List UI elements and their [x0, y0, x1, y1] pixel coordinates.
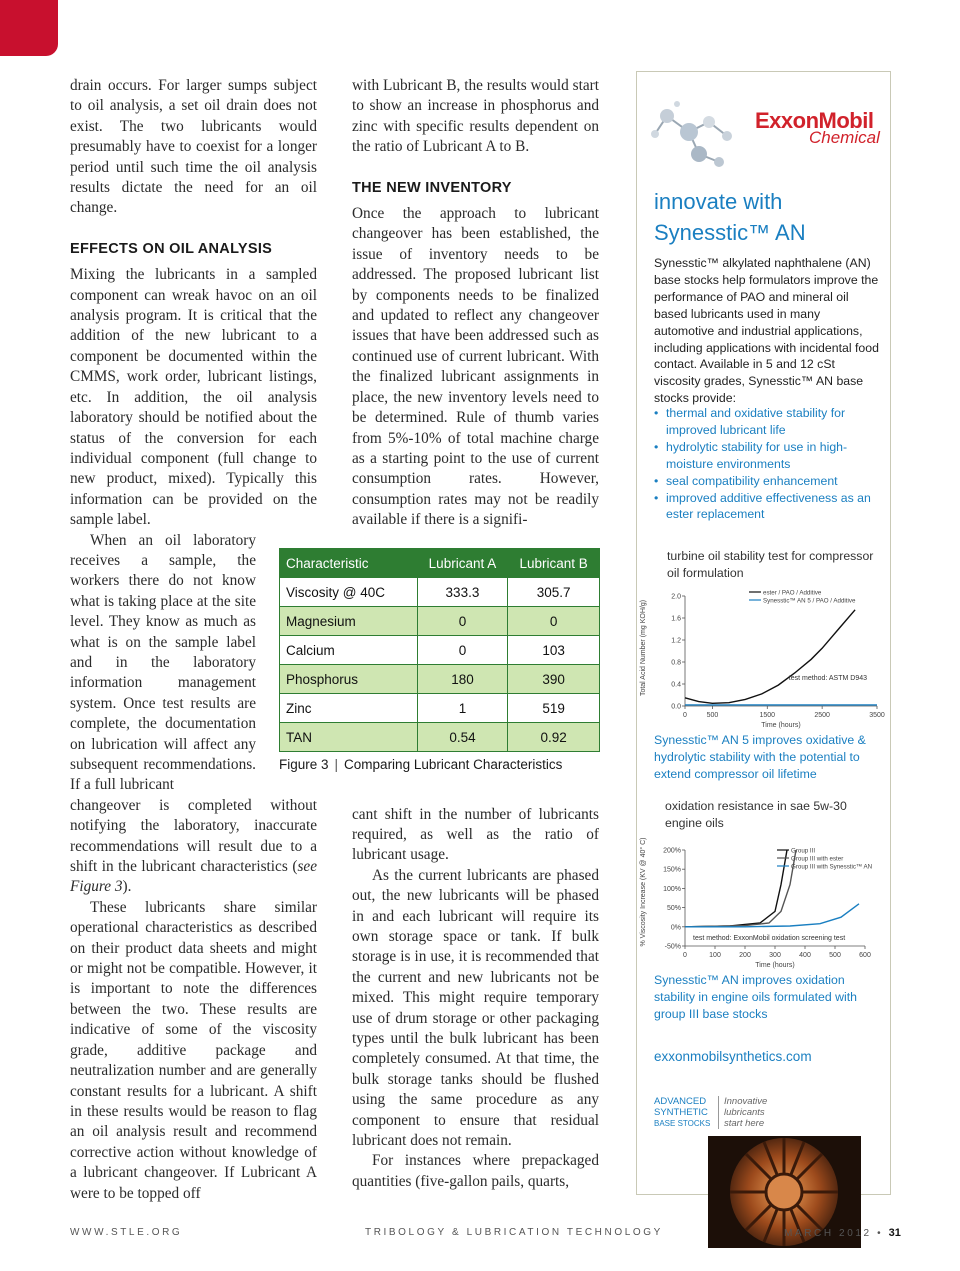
table-cell: Calcium: [280, 636, 418, 665]
paragraph: drain occurs. For larger sumps subject to oil analysis, a set oil drain does not exist. The two lubricants would presumably have to coexist for a longer period until such time the oil analysis results dictate the need for an oil change.: [70, 77, 317, 217]
paragraph: changeover is completed without notifying the laboratory, inaccurate recommendations will result due to a shift in the lubricant characteristics (see Figure 3).: [70, 796, 317, 896]
figure-label: Figure 3: [279, 757, 329, 772]
column-header: Characteristic: [280, 549, 418, 578]
paragraph: For instances where prepackaged quantities (five-gallon pails, quarts,: [352, 1152, 599, 1190]
paragraph: When an oil laboratory receives a sample, the workers there do not know what is taking place at the site level. They know as much as what is on the sample label and in the laboratory information management system. Once test results are complete, the documentation on lubrication will affect any subsequent recommendations. If a full lubricant: [70, 531, 256, 794]
column-header: Lubricant B: [508, 549, 600, 578]
column-header: Lubricant A: [417, 549, 508, 578]
chart-annotation: test method: ExxonMobil oxidation screening test: [693, 935, 846, 942]
figure-reference[interactable]: see Figure 3: [70, 858, 317, 896]
footer-date-page: MARCH 2012 • 31: [784, 1227, 901, 1239]
legend-label: ester / PAO / Additive: [763, 589, 822, 597]
legend-label: Synesstic™ AN 5 / PAO / Additive: [763, 597, 856, 605]
y-tick-label: 0%: [670, 924, 681, 932]
footer-website: WWW.STLE.ORG: [70, 1227, 183, 1238]
x-tick-label: 0: [683, 952, 687, 959]
series-line: [685, 904, 859, 927]
figure-3-table: [279, 548, 600, 752]
molecule-icon: [647, 96, 742, 176]
legend-label: Group III with ester: [791, 855, 844, 863]
lubricant-comparison-table: [279, 548, 600, 752]
table-cell: 305.7: [508, 578, 600, 607]
table-row: [280, 665, 600, 694]
y-tick-label: 0.0: [671, 703, 681, 711]
table-cell: 0.54: [417, 723, 508, 752]
y-tick-label: 150%: [663, 866, 681, 874]
series-line: [685, 610, 855, 704]
turbine-oil-chart: [637, 584, 889, 730]
table-cell: Viscosity @ 40C: [280, 578, 418, 607]
table-cell: Phosphorus: [280, 665, 418, 694]
x-axis-label: Time (hours): [761, 722, 801, 729]
paragraph: Mixing the lubricants in a sampled component can wreak havoc on an oil analysis program. It is critical that the addition of the new lubricant to a component be documented within the CMMS, work order, lubricant listings, etc. In addition, the oil analysis laboratory should be notified about the status of the conversion for each individual component (full change to new product, mixed). Typically this information can be provided on the sample label.: [70, 266, 317, 529]
table-cell: 390: [508, 665, 600, 694]
chart1-caption: Synesstic™ AN 5 improves oxidative & hydrolytic stability with the potential to extend compressor oil lifetime: [654, 733, 866, 781]
x-tick-label: 1500: [759, 712, 776, 719]
figure-title: Comparing Lubricant Characteristics: [344, 757, 563, 772]
x-tick-label: 3500: [869, 712, 885, 719]
chart2-title: oxidation resistance in sae 5w-30 engine oils: [665, 799, 847, 830]
series-line: [685, 850, 796, 927]
x-tick-label: 400: [799, 952, 811, 959]
exxonmobil-logo: ExxonMobil: [755, 108, 874, 133]
paragraph: cant shift in the number of lubricants required, as well as the ratio of lubricant usage.: [352, 805, 599, 864]
y-tick-label: 2.0: [671, 593, 681, 601]
oxidation-resistance-chart: [637, 832, 889, 970]
section-heading-inventory: THE NEW INVENTORY: [352, 179, 512, 196]
y-tick-label: 1.6: [671, 615, 681, 623]
x-tick-label: 100: [709, 952, 721, 959]
table-cell: 0: [508, 607, 600, 636]
y-tick-label: 1.2: [671, 637, 681, 645]
list-item: • seal compatibility enhancement: [654, 473, 882, 490]
x-tick-label: 500: [706, 712, 719, 719]
paragraph: Once the approach to lubricant changeover has been established, the issue of inventory needs to be addressed. The proposed lubricant list by components needs to be finalized and updated to reflect any changeover issues that have been addressed such as continued use of current lubricant. With the finalized lubricant assignments in place, the new inventory levels need to be determined. Rule of thumb varies from 5%-10% of total machine charge as a starting point to the use of current consumption rates. However, consumption rates may not be readily available if there is a signifi-: [352, 205, 599, 529]
paragraph: As the current lubricants are phased out, the new lubricants will be phased in and each lubricant will require its own storage space or tank. If bulk storage is in use, it is recommended that the current and new lubricants not be mixed. This might require temporary use of drum storage or other packaging types until the bulk lubricant has been completely consumed. At that time, the bulk storage tanks should be flushed using the same procedure as any component to ensure that residual lubricant does not remain.: [352, 866, 599, 1150]
y-tick-label: 200%: [663, 847, 681, 855]
paragraph: These lubricants share similar operational characteristics as described on their product data sheets and might or might not be compatible. However, it is important to note the differences between the two. These results are indicative of some of the viscosity grade, additive package and neutralization number and are generally constant results for a lubricant. A shift in these results would be reason to flag an oil analysis result and recommend corrective action without knowledge of a lubricant changeover. If Lubricant A were to be topped off: [70, 898, 317, 1202]
x-tick-label: 2500: [814, 712, 830, 719]
figure-caption: Figure 3 | Comparing Lubricant Characteristics: [279, 757, 563, 772]
exxonmobil-advertisement[interactable]: [636, 71, 891, 1195]
list-item: • thermal and oxidative stability for improved lubricant life: [654, 405, 882, 439]
y-tick-label: 0.4: [671, 681, 681, 689]
table-cell: 0.92: [508, 723, 600, 752]
x-tick-label: 200: [739, 952, 751, 959]
y-axis-label: Total Acid Number (mg KOH/g): [640, 599, 647, 697]
table-row: [280, 636, 600, 665]
y-axis-label: % Viscosity Increase (KV @ 40° C): [640, 837, 647, 947]
advanced-synthetic-tagline: ADVANCED SYNTHETIC BASE STOCKS Innovative lubricants start here: [654, 1096, 768, 1129]
table-cell: 0: [417, 636, 508, 665]
y-tick-label: 100%: [663, 885, 681, 893]
table-row: [280, 578, 600, 607]
table-cell: Magnesium: [280, 607, 418, 636]
ad-headline: innovate with Synesstic™ AN: [654, 189, 806, 245]
table-row: [280, 607, 600, 636]
table-cell: TAN: [280, 723, 418, 752]
legend-label: Group III with Synesstic™ AN: [791, 863, 873, 871]
section-heading-effects: EFFECTS ON OIL ANALYSIS: [70, 240, 273, 257]
x-tick-label: 300: [769, 952, 781, 959]
y-tick-label: 0.8: [671, 659, 681, 667]
table-cell: 333.3: [417, 578, 508, 607]
website-link[interactable]: exxonmobilsynthetics.com: [654, 1049, 812, 1064]
x-tick-label: 500: [829, 952, 841, 959]
chart1-title: turbine oil stability test for compressor oil formulation: [667, 549, 874, 580]
legend-label: Group III: [791, 847, 816, 855]
table-header-row: [280, 549, 600, 578]
table-cell: 103: [508, 636, 600, 665]
footer-publication: TRIBOLOGY & LUBRICATION TECHNOLOGY: [365, 1227, 663, 1238]
chart-annotation: test method: ASTM D943: [788, 675, 867, 682]
y-tick-label: 50%: [666, 905, 681, 913]
page-number: 31: [888, 1227, 901, 1239]
benefit-list: [654, 405, 882, 523]
x-tick-label: 0: [683, 712, 687, 719]
table-cell: 1: [417, 694, 508, 723]
chart2-caption: Synesstic™ AN improves oxidation stability in engine oils formulated with group III base stocks: [654, 973, 858, 1021]
page-corner-tab: [0, 0, 58, 56]
brand-subtitle: Chemical: [809, 128, 880, 147]
table-cell: 519: [508, 694, 600, 723]
series-line: [685, 850, 787, 927]
list-item: • hydrolytic stability for use in high-moisture environments: [654, 439, 882, 473]
x-axis-label: Time (hours): [755, 962, 795, 969]
table-cell: 0: [417, 607, 508, 636]
table-cell: Zinc: [280, 694, 418, 723]
table-row: [280, 723, 600, 752]
table-cell: 180: [417, 665, 508, 694]
y-tick-label: -50%: [664, 943, 681, 951]
x-tick-label: 600: [859, 952, 871, 959]
table-row: [280, 694, 600, 723]
ad-body: Synesstic™ alkylated naphthalene (AN) base stocks help formulators improve the performance of PAO and mineral oil based lubricants used in many automotive and industrial applications, including applications with incidental food contact. Available in 5 and 12 cSt viscosity grades, Synesstic™ AN base stocks provide:: [654, 256, 879, 406]
paragraph: with Lubricant B, the results would start to show an increase in phosphorus and zinc with specific results dependent on the ratio of Lubricant A to B.: [352, 77, 599, 156]
list-item: • improved additive effectiveness as an ester replacement: [654, 490, 882, 524]
